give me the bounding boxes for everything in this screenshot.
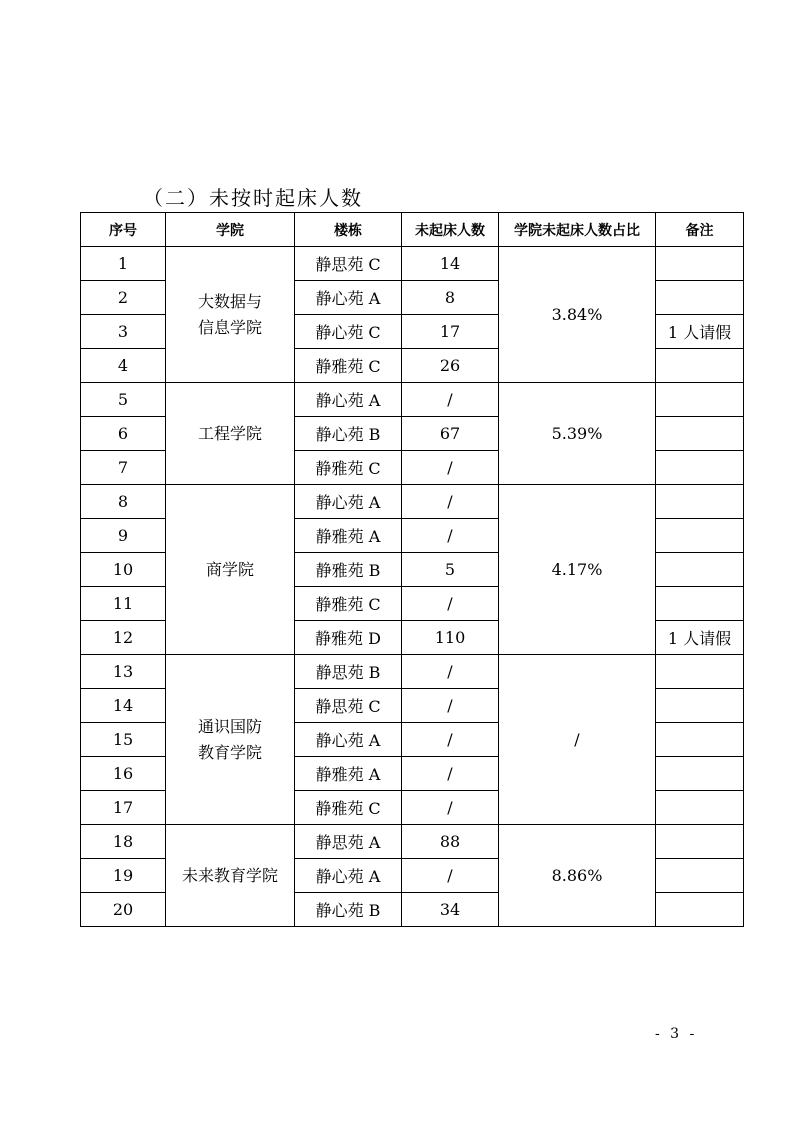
- building-cell: 静心苑 A: [295, 859, 402, 893]
- building-cell: 静心苑 A: [295, 383, 402, 417]
- building-cell: 静雅苑 D: [295, 621, 402, 655]
- college-name-line: 未来教育学院: [181, 865, 278, 885]
- row-index: 19: [81, 859, 166, 893]
- row-index: 6: [81, 417, 166, 451]
- section-title: （二）未按时起床人数: [143, 186, 363, 210]
- note-cell: [656, 689, 744, 723]
- row-index: 4: [81, 349, 166, 383]
- note-cell: [656, 485, 744, 519]
- note-cell: 1 人请假: [656, 621, 744, 655]
- ratio-cell: 5.39%: [499, 383, 656, 485]
- row-index: 9: [81, 519, 166, 553]
- college-cell: [166, 247, 295, 383]
- building-cell: 静思苑 A: [295, 825, 402, 859]
- college-name-line: 教育学院: [197, 742, 262, 762]
- note-cell: [656, 281, 744, 315]
- ratio-cell: /: [499, 655, 656, 825]
- row-index: 16: [81, 757, 166, 791]
- note-cell: [656, 349, 744, 383]
- building-cell: 静心苑 B: [295, 893, 402, 927]
- building-cell: 静心苑 A: [295, 723, 402, 757]
- note-cell: [656, 825, 744, 859]
- count-cell: /: [402, 587, 499, 621]
- row-index: 10: [81, 553, 166, 587]
- college-name-line: 大数据与: [197, 291, 262, 311]
- college-name-line: 商学院: [205, 559, 254, 579]
- row-index: 18: [81, 825, 166, 859]
- count-cell: 8: [402, 281, 499, 315]
- building-cell: 静雅苑 C: [295, 587, 402, 621]
- row-index: 1: [81, 247, 166, 281]
- note-cell: [656, 247, 744, 281]
- count-cell: 34: [402, 893, 499, 927]
- note-cell: [656, 383, 744, 417]
- college-name-line: 通识国防: [197, 716, 262, 736]
- building-cell: 静雅苑 C: [295, 791, 402, 825]
- building-cell: 静思苑 C: [295, 689, 402, 723]
- college-cell: [166, 655, 295, 825]
- header-count: 未起床人数: [402, 213, 499, 247]
- ratio-cell: 3.84%: [499, 247, 656, 383]
- row-index: 3: [81, 315, 166, 349]
- note-cell: [656, 519, 744, 553]
- table-body: [81, 247, 744, 927]
- college-cell: [166, 825, 295, 927]
- count-cell: 14: [402, 247, 499, 281]
- college-cell: [166, 485, 295, 655]
- table-row: [81, 655, 744, 689]
- building-cell: 静雅苑 C: [295, 451, 402, 485]
- header-ratio: 学院未起床人数占比: [499, 213, 656, 247]
- row-index: 17: [81, 791, 166, 825]
- building-cell: 静心苑 A: [295, 485, 402, 519]
- building-cell: 静心苑 C: [295, 315, 402, 349]
- header-index: 序号: [81, 213, 166, 247]
- count-cell: 5: [402, 553, 499, 587]
- building-cell: 静心苑 B: [295, 417, 402, 451]
- count-cell: 26: [402, 349, 499, 383]
- note-cell: [656, 723, 744, 757]
- building-cell: 静心苑 A: [295, 281, 402, 315]
- row-index: 14: [81, 689, 166, 723]
- absence-table: [80, 212, 744, 927]
- count-cell: /: [402, 757, 499, 791]
- building-cell: 静思苑 B: [295, 655, 402, 689]
- ratio-cell: 8.86%: [499, 825, 656, 927]
- building-cell: 静雅苑 B: [295, 553, 402, 587]
- note-cell: 1 人请假: [656, 315, 744, 349]
- note-cell: [656, 553, 744, 587]
- note-cell: [656, 757, 744, 791]
- count-cell: /: [402, 689, 499, 723]
- count-cell: /: [402, 383, 499, 417]
- table-row: [81, 485, 744, 519]
- table-row: [81, 383, 744, 417]
- count-cell: 110: [402, 621, 499, 655]
- row-index: 5: [81, 383, 166, 417]
- note-cell: [656, 893, 744, 927]
- header-note: 备注: [656, 213, 744, 247]
- header-building: 楼栋: [295, 213, 402, 247]
- table-row: [81, 825, 744, 859]
- row-index: 13: [81, 655, 166, 689]
- count-cell: /: [402, 519, 499, 553]
- note-cell: [656, 791, 744, 825]
- building-cell: 静雅苑 C: [295, 349, 402, 383]
- table-header-row: [81, 213, 744, 247]
- building-cell: 静思苑 C: [295, 247, 402, 281]
- note-cell: [656, 417, 744, 451]
- count-cell: /: [402, 655, 499, 689]
- table-row: [81, 247, 744, 281]
- row-index: 15: [81, 723, 166, 757]
- count-cell: /: [402, 723, 499, 757]
- count-cell: /: [402, 791, 499, 825]
- page-number: - 3 -: [655, 1026, 698, 1042]
- note-cell: [656, 859, 744, 893]
- count-cell: /: [402, 485, 499, 519]
- row-index: 20: [81, 893, 166, 927]
- college-name-line: 信息学院: [197, 317, 262, 337]
- count-cell: 67: [402, 417, 499, 451]
- count-cell: 88: [402, 825, 499, 859]
- count-cell: 17: [402, 315, 499, 349]
- college-name-line: 工程学院: [197, 423, 262, 443]
- row-index: 11: [81, 587, 166, 621]
- building-cell: 静雅苑 A: [295, 519, 402, 553]
- ratio-cell: 4.17%: [499, 485, 656, 655]
- college-cell: [166, 383, 295, 485]
- row-index: 7: [81, 451, 166, 485]
- count-cell: /: [402, 451, 499, 485]
- header-college: 学院: [166, 213, 295, 247]
- building-cell: 静雅苑 A: [295, 757, 402, 791]
- row-index: 8: [81, 485, 166, 519]
- note-cell: [656, 587, 744, 621]
- row-index: 12: [81, 621, 166, 655]
- row-index: 2: [81, 281, 166, 315]
- note-cell: [656, 655, 744, 689]
- count-cell: /: [402, 859, 499, 893]
- note-cell: [656, 451, 744, 485]
